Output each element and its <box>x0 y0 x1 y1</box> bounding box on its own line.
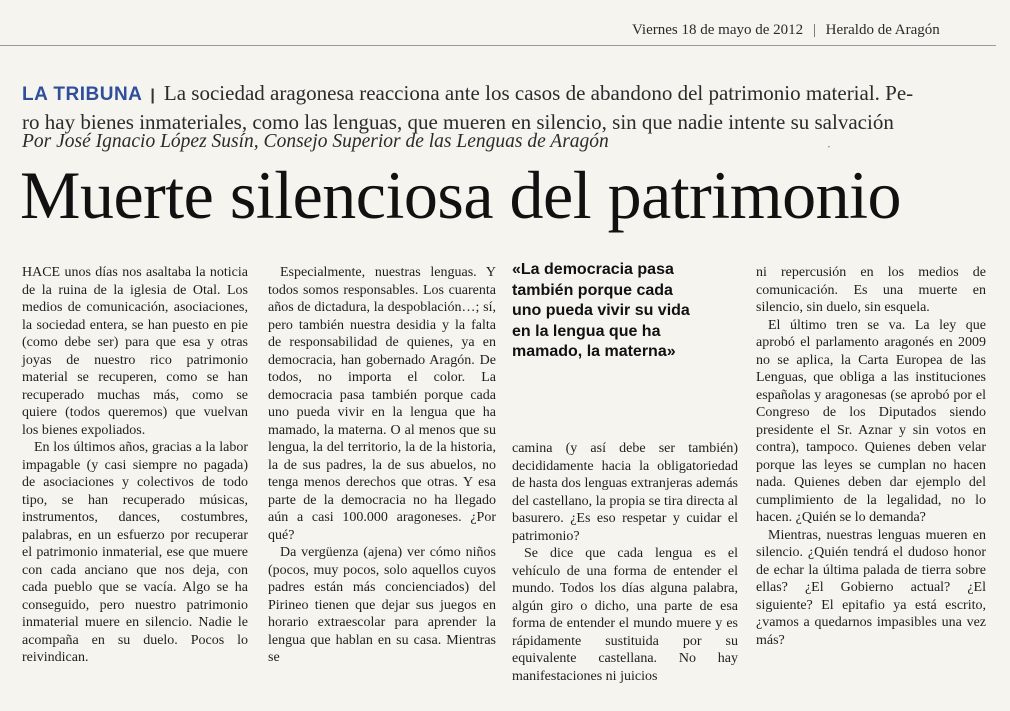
header-separator: | <box>812 22 816 38</box>
pull-quote <box>512 260 737 363</box>
lead-line: La sociedad aragonesa reacciona ante los casos de abandono del patrimonio material. Pe- <box>163 81 914 105</box>
pull-quote-line: uno pueda vivir su vida <box>512 302 690 319</box>
section-divider: | <box>150 87 155 104</box>
paragraph: El último tren se va. La ley que aprobó el parlamento aragonés en 2009 no se aplica, la Carta Europea de las Lenguas, que obliga a las instituciones españolas y aragonesas (se aprobó por el Congreso de los Diputados siendo presidente el Sr. Aznar y sin votos en contra), tampoco. Quienes deben velar porque las leyes se cumplan no hacen nada. Quienes deben dar ejemplo del cumplimiento de la legalidad, no lo hacen. ¿Quién se lo demanda? <box>756 317 986 525</box>
paragraph: camina (y así debe ser también) decididamente hacia la obligatoriedad de hasta dos lenguas extranjeras además del castellano, la propia se tira directa al basurero. ¿Es eso respetar y cuidar el patrimonio? <box>512 441 738 544</box>
column-4 <box>756 264 986 649</box>
paragraph: ni repercusión en los medios de comunicación. Es una muerte en silencio, sin duelo, sin esquela. <box>756 265 986 315</box>
print-speck: · <box>827 140 831 154</box>
page-header <box>632 22 986 39</box>
paragraph: En los últimos años, gracias a la labor impagable (y casi siempre no pagada) de asociaciones y colectivos de todo tipo, se han recuperado músicas, instrumentos, dances, costumbres, palabras, en un esfuerzo por recuperar el patrimonio inmaterial, ese que muere con cada anciano que nos deja, con cada pueblo que se vacía. Algo se ha conseguido, pero nuestro patrimonio inmaterial muere en silencio. Nadie le acompaña en su duelo. Pocos lo reivindican. <box>22 440 248 665</box>
paragraph: Mientras, nuestras lenguas mueren en silencio. ¿Quién tendrá el dudoso honor de echar la última palada de tierra sobre ellas? ¿El Gobierno actual? ¿El siguiente? El epitafio ya está escrito, ¿vamos a quedarnos impasibles una vez más? <box>756 527 986 648</box>
lead-text <box>22 81 972 135</box>
byline: Por José Ignacio López Susín, Consejo Superior de las Lenguas de Aragón <box>22 131 609 152</box>
pull-quote-line: también porque cada <box>512 281 673 299</box>
newspaper-name: Heraldo de Aragón <box>825 22 940 38</box>
paragraph: Especialmente, nuestras lenguas. Y todos somos responsables. Los cuarenta años de dictadura, la despoblación…; sí, pero también nuestra desidia y la falta de responsabilidad de quienes, ya en democracia, han gobernado Aragón. De todos, no importa el color. La democracia pasa también porque cada uno pueda vivir en la lengua que ha mamado, la materna. O al menos que su lengua, la del territorio, la de la historia, la de sus padres, la de sus abuelos, no tenga menos derechos que otras. Y esa parte de la democracia no ha llegado aún a casi 100.000 aragoneses. ¿Por qué? <box>268 265 496 543</box>
section-intro <box>22 80 972 135</box>
article-title: Muerte silenciosa del patrimonio <box>20 157 901 233</box>
section-label: LA TRIBUNA <box>22 84 143 105</box>
paragraph: HACE unos días nos asaltaba la noticia de la ruina de la iglesia de Otal. Los medios de comunicación, asociaciones, la sociedad entera, se han puesto en pie (como debe ser) para que esa y otras joyas de nuestro rico patrimonio material se recuperen, como se han recuperado muchas más, como se quiere (todos queremos) que vuelvan los bienes expoliados. <box>22 265 248 438</box>
lead-line: ro hay bienes inmateriales, como las lenguas, que mueren en silencio, sin que nadie intente su salvación <box>22 110 894 134</box>
header-rule <box>0 45 996 46</box>
pull-quote-line: «La democracia pasa <box>512 261 674 278</box>
column-3 <box>512 440 738 685</box>
pull-quote-line: mamado, la materna» <box>512 343 676 360</box>
paragraph: Da vergüenza (ajena) ver cómo niños (pocos, muy pocos, solo aquellos cuyos padres están más concienciados) del Pirineo tienen que dejar sus juegos en horario extraescolar para aprender la lengua que hablan en su casa. Mientras se <box>268 545 496 665</box>
column-1 <box>22 264 248 667</box>
pull-quote-line: en la lengua que ha <box>512 322 661 340</box>
paragraph: Se dice que cada lengua es el vehículo de una forma de entender el mundo. Todos los días alguna palabra, algún giro o dicho, una parte de esa forma de entender el mundo muere y es rápidamente sustituida por su equivalente castellana. No hay manifestaciones ni juicios <box>512 546 738 684</box>
issue-date: Viernes 18 de mayo de 2012 <box>632 22 804 38</box>
column-2 <box>268 264 496 667</box>
